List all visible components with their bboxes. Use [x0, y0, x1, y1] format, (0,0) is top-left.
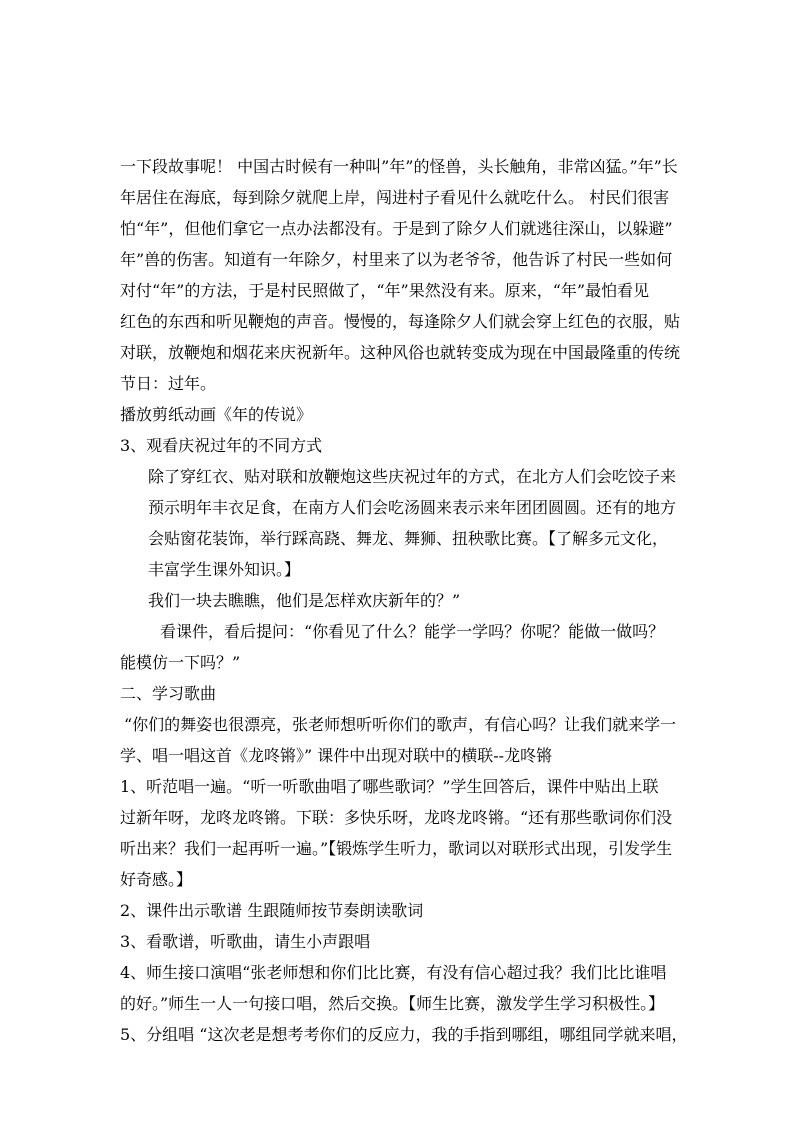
step4-line: 的好。”师生一人一句接口唱，然后交换。【师生比赛，激发学生学习积极性。】: [120, 994, 665, 1013]
story-line: 一下段故事呢！ 中国古时候有一种叫”年”的怪兽，头长触角，非常凶猛。”年”长: [120, 157, 678, 176]
story-line: 年”兽的伤害。知道有一年除夕，村里来了以为老爷爷，他告诉了村民一些如何: [120, 250, 673, 269]
step4-line: 4、师生接口演唱“张老师想和你们比比赛，有没有信心超过我？我们比比谁唱: [120, 963, 667, 982]
story-line: 红色的东西和听见鞭炮的声音。慢慢的，每逢除夕人们就会穿上红色的衣服，贴: [120, 312, 681, 331]
step3-line: 3、看歌谱，听歌曲，请生小声跟唱: [120, 932, 371, 951]
section3-line: 会贴窗花装饰，举行踩高跷、舞龙、舞狮、扭秧歌比赛。【了解多元文化，: [148, 529, 669, 548]
section3-line: 我们一块去瞧瞧，他们是怎样欢庆新年的？”: [148, 591, 461, 610]
story-line: 对联，放鞭炮和烟花来庆祝新年。这种风俗也就转变成为现在中国最隆重的传统: [120, 343, 681, 362]
courseware-line: 能模仿一下吗？”: [120, 653, 241, 672]
step1-line: 1、听范唱一遍。“听一听歌曲唱了哪些歌词？”学生回答后，课件中贴出上联: [120, 777, 659, 796]
courseware-line: 看课件，看后提问：“你看见了什么？能学一学吗？你呢？能做一做吗？: [160, 622, 665, 641]
section3-line: 预示明年丰衣足食，在南方人们会吃汤圆来表示来年团团圆圆。还有的地方: [148, 498, 677, 517]
step2-line: 2、课件出示歌谱 生跟随师按节奏朗读歌词: [120, 901, 424, 920]
story-line: 怕“年”，但他们拿它一点办法都没有。于是到了除夕人们就逃往深山，以躲避”: [120, 219, 673, 238]
step1-line: 好奇感。】: [120, 870, 193, 889]
part-heading: 二、学习歌曲: [120, 684, 217, 703]
step1-line: 过新年呀，龙咚龙咚锵。下联：多快乐呀，龙咚龙咚锵。“还有那些歌词你们没: [120, 808, 673, 827]
section3-line: 除了穿红衣、贴对联和放鞭炮这些庆祝过年的方式，在北方人们会吃饺子来: [148, 467, 677, 486]
story-line: 节日：过年。: [120, 374, 217, 393]
intro-line: 学、唱一唱这首《龙咚锵》” 课件中出现对联中的横联--龙咚锵: [120, 746, 553, 765]
intro-line: “你们的舞姿也很漂亮，张老师想听听你们的歌声，有信心吗？让我们就来学一: [124, 715, 677, 734]
animation-note: 播放剪纸动画《年的传说》: [120, 405, 313, 424]
step5-line: 5、分组唱 “这次老是想考考你们的反应力，我的手指到哪组，哪组同学就来唱，: [120, 1025, 688, 1044]
section-heading: 3、观看庆祝过年的不同方式: [120, 436, 323, 455]
step1-line: 听出来？我们一起再听一遍。”【锻炼学生听力，歌词以对联形式出现，引发学生: [120, 839, 673, 858]
story-line: 年居住在海底，每到除夕就爬上岸，闯进村子看见什么就吃什么。 村民们很害: [120, 188, 670, 207]
section3-line: 丰富学生课外知识。】: [148, 560, 301, 579]
story-line: 对付“年”的方法，于是村民照做了，“年”果然没有来。原来，“年”最怕看见: [120, 281, 650, 300]
